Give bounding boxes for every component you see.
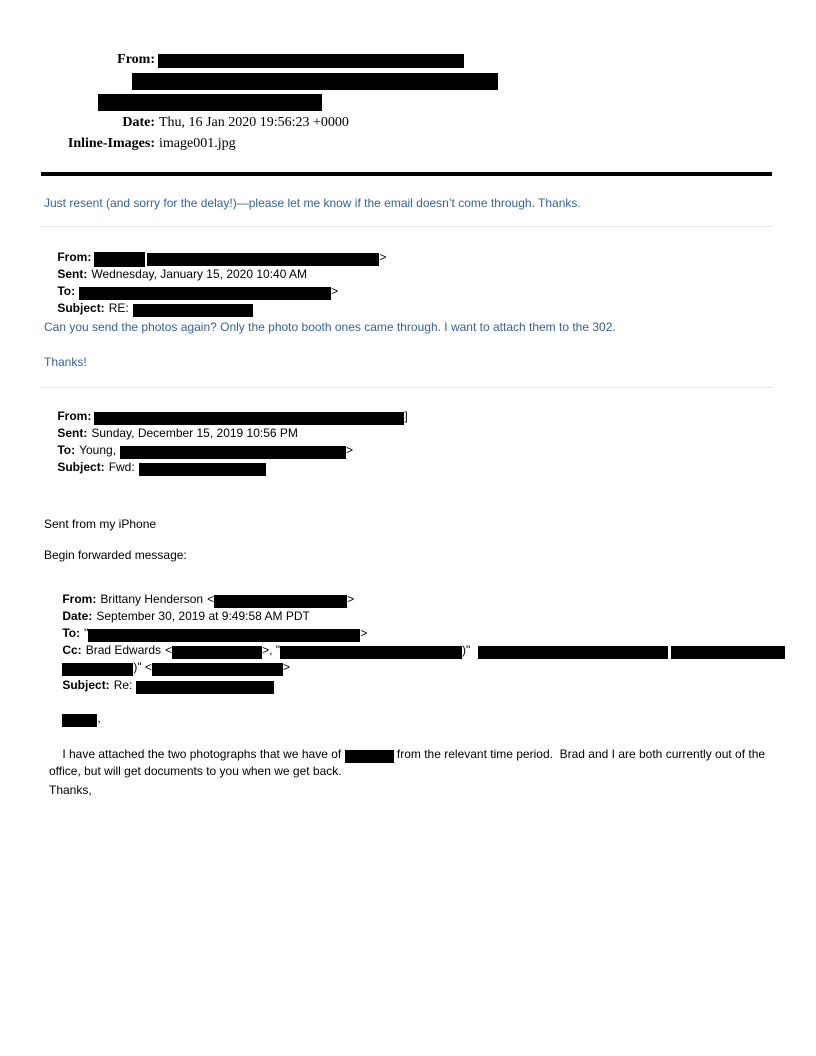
redaction-bar (345, 750, 394, 763)
angle-close: > (346, 443, 354, 457)
angle-open: < (165, 643, 173, 657)
paren-quote: )" (462, 643, 471, 657)
begin-forwarded-message: Begin forwarded message: (44, 548, 187, 562)
subject-label: Subject: (57, 460, 105, 474)
date-value: September 30, 2019 at 9:49:58 AM PDT (96, 609, 310, 623)
reply2-text: Can you send the photos again? Only the photo booth ones came through. I want to attach them to the 302. (44, 320, 616, 334)
redaction-bar (478, 646, 668, 659)
angle-open: < (207, 592, 215, 606)
thin-divider (40, 226, 772, 227)
close-quote-sequence: >, " (262, 643, 281, 657)
from-label: From: (57, 250, 92, 264)
raw-header-from-row (40, 52, 155, 68)
angle-close: > (331, 284, 339, 298)
subject-prefix: Re: (113, 678, 133, 692)
open-quote: " (84, 626, 89, 640)
header3-subject-row (44, 446, 266, 488)
from-label: From: (62, 592, 97, 606)
sent-label: Sent: (57, 426, 88, 440)
cc-name: Brad Edwards (85, 643, 162, 657)
raw-header-date-row (40, 115, 349, 131)
sent-from-iphone: Sent from my iPhone (44, 517, 157, 531)
cc-label: Cc: (62, 643, 82, 657)
body-text-after: from the relevant time period. Brad and I are both currently out of the office, but will get documents to you when we get back. (49, 746, 769, 778)
redaction-bar (98, 94, 322, 111)
angle-close: > (379, 250, 387, 264)
to-prefix: Young, (79, 443, 117, 457)
date-label: Date: (62, 609, 93, 623)
thin-divider (40, 387, 772, 388)
redaction-bar (280, 646, 462, 659)
to-label: To: (57, 284, 76, 298)
body-text-before: I have attached the two photographs that we have of (62, 746, 345, 761)
redaction-bar (62, 714, 97, 727)
redaction-bar (158, 54, 464, 68)
to-label: To: (57, 443, 76, 457)
raw-date-label: Date: (122, 115, 155, 130)
forwarded-body-paragraph (49, 728, 771, 798)
subject-label: Subject: (57, 301, 105, 315)
reply2-thanks: Thanks! (44, 355, 87, 369)
paren-quote-angle: )" < (133, 660, 152, 674)
bracket-close: ] (404, 409, 408, 423)
inline-images-label: Inline-Images: (67, 136, 155, 151)
closing-text: Thanks, (49, 783, 92, 797)
subject-prefix: RE: (108, 301, 129, 315)
redaction-bar (136, 681, 274, 694)
greeting-comma: , (97, 711, 101, 725)
reply1-text: Just resent (and sorry for the delay!)—please let me know if the email doesn’t come through. Thanks. (44, 196, 581, 210)
raw-header-inline-images-row (40, 136, 236, 152)
sent-label: Sent: (57, 267, 88, 281)
to-label: To: (62, 626, 81, 640)
subject-prefix: Fwd: (108, 460, 135, 474)
thick-divider (41, 172, 772, 176)
redaction-bar (133, 304, 253, 317)
redaction-bar (132, 73, 498, 90)
redaction-bar (671, 646, 785, 659)
inline-images-value: image001.jpg (159, 136, 236, 151)
sent-value: Sunday, December 15, 2019 10:56 PM (91, 426, 298, 440)
from-label: From: (57, 409, 92, 423)
subject-label: Subject: (62, 678, 110, 692)
angle-close: > (360, 626, 368, 640)
raw-from-label: From: (117, 52, 155, 67)
angle-close: > (282, 660, 290, 674)
from-name: Brittany Henderson (100, 592, 204, 606)
angle-close: > (347, 592, 355, 606)
sent-value: Wednesday, January 15, 2020 10:40 AM (91, 267, 308, 281)
redaction-bar (139, 463, 266, 476)
raw-date-value: Thu, 16 Jan 2020 19:56:23 +0000 (159, 115, 349, 130)
